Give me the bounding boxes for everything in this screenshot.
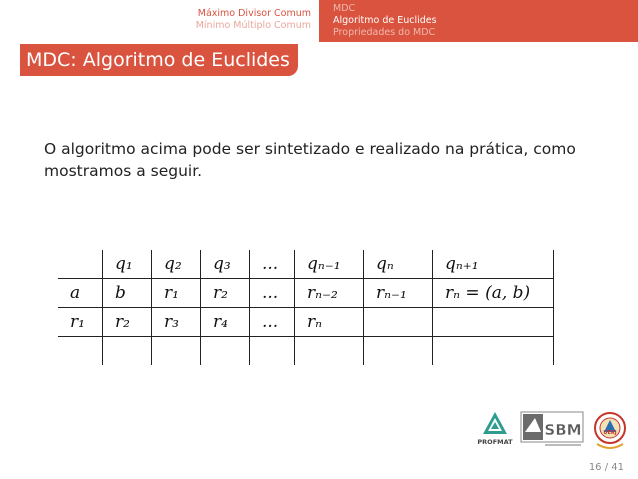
table-cell xyxy=(103,337,152,366)
uerj-logo xyxy=(595,413,625,448)
table-cell xyxy=(58,337,103,366)
table-cell: qₙ₊₁ xyxy=(433,250,554,279)
table-row xyxy=(58,279,554,308)
table-cell: r₂ xyxy=(103,308,152,337)
table-cell xyxy=(295,337,364,366)
table-cell: qₙ xyxy=(364,250,433,279)
frame-title: MDC: Algoritmo de Euclides xyxy=(20,44,298,76)
table-cell: b xyxy=(103,279,152,308)
table-row xyxy=(58,308,554,337)
table-cell: ... xyxy=(250,250,295,279)
nav-subsection-euclides[interactable]: Algoritmo de Euclides xyxy=(333,15,437,26)
table-cell xyxy=(433,308,554,337)
uerj-logo-text: UERJ xyxy=(603,430,617,436)
table-cell: r₁ xyxy=(58,308,103,337)
table-cell xyxy=(250,337,295,366)
nav-subsections xyxy=(319,0,638,42)
table-cell: rₙ xyxy=(295,308,364,337)
euclid-table xyxy=(58,250,554,365)
profmat-logo-text: PROFMAT xyxy=(477,438,513,446)
table-cell: rₙ₋₂ xyxy=(295,279,364,308)
table-row xyxy=(58,250,554,279)
table-cell: r₃ xyxy=(152,308,201,337)
table-cell: q₃ xyxy=(201,250,250,279)
nav-sections xyxy=(0,0,319,42)
sponsor-logos xyxy=(473,408,628,454)
table-cell: q₁ xyxy=(103,250,152,279)
sbm-logo xyxy=(521,412,583,446)
profmat-logo xyxy=(477,412,513,446)
table-cell xyxy=(58,250,103,279)
table-cell: qₙ₋₁ xyxy=(295,250,364,279)
table-cell: rₙ₋₁ xyxy=(364,279,433,308)
nav-subsection-propriedades[interactable]: Propriedades do MDC xyxy=(333,27,436,38)
table-cell xyxy=(152,337,201,366)
nav-section-mmc[interactable]: Mínimo Múltiplo Comum xyxy=(195,20,311,31)
table-cell: ... xyxy=(250,279,295,308)
table-cell xyxy=(364,337,433,366)
page-number: 16 / 41 xyxy=(588,462,624,473)
table-cell xyxy=(433,337,554,366)
table-cell xyxy=(201,337,250,366)
table-cell xyxy=(364,308,433,337)
table-cell: r₁ xyxy=(152,279,201,308)
nav-section-mdc[interactable]: Máximo Divisor Comum xyxy=(197,8,311,19)
table-cell: r₂ xyxy=(201,279,250,308)
logos-graphic xyxy=(473,408,628,454)
table-cell: ... xyxy=(250,308,295,337)
body-text: O algoritmo acima pode ser sintetizado e realizado na prática, como mostramos a seguir. xyxy=(44,140,576,180)
sbm-logo-text: SBM xyxy=(544,421,582,439)
nav-subsection-mdc[interactable]: MDC xyxy=(333,3,356,14)
table-cell: rₙ = (a, b) xyxy=(433,279,554,308)
table-row xyxy=(58,337,554,366)
table-cell: a xyxy=(58,279,103,308)
table-cell: r₄ xyxy=(201,308,250,337)
table-cell: q₂ xyxy=(152,250,201,279)
